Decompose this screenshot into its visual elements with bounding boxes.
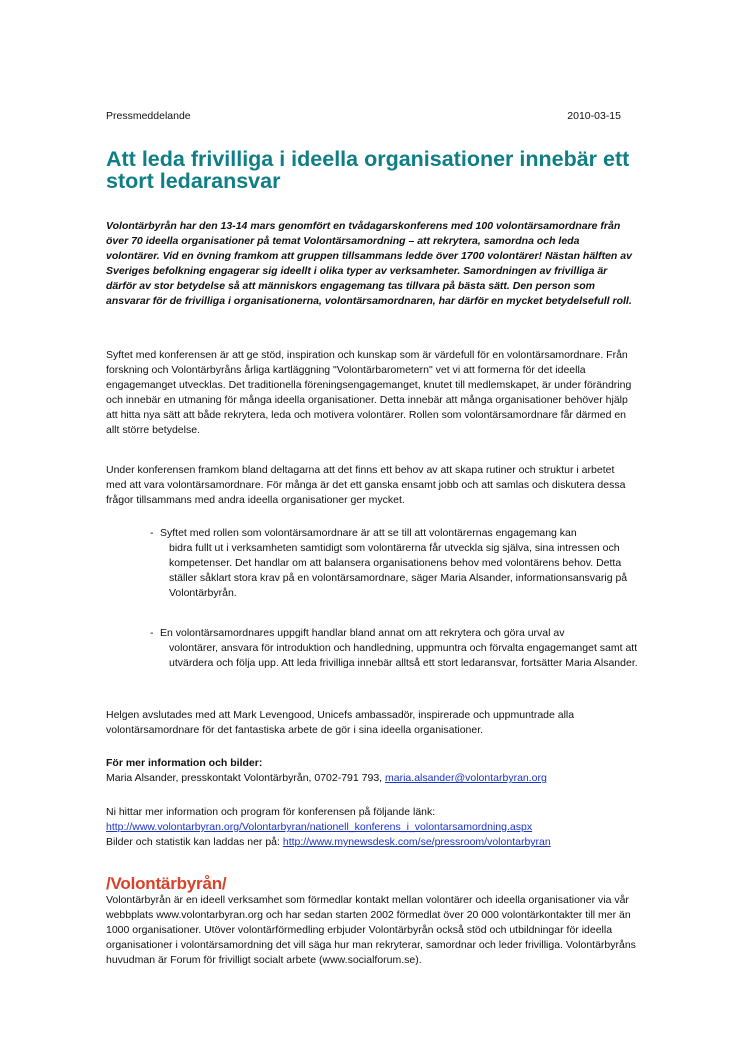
body-paragraph-1: Syftet med konferensen är att ge stöd, inspiration och kunskap som är värdefull för en volontärsamordnare. Från forskning och Volontärbyråns årliga kartläggning "Volontärbarometern" vet vi att formerna för det ideella engagemanget utvecklas. Det traditionella föreningsengagemanget, knutet till medlemskapet, är under förändring och innebär en utmaning för många ideella organisationer. Detta innebär att många organisationer behöver hjälp att hitta nya sätt att både rekrytera, leda och motivera volontärer. Rollen som volontärsamordnare får därmed en allt större betydelse.: [106, 349, 632, 436]
contact-text: Maria Alsander, presskontakt Volontärbyrån, 0702-791 793,: [106, 772, 386, 784]
contact-section: [106, 756, 636, 786]
bullet-1-text: bidra fullt ut i verksamheten samtidigt som volontärerna får utveckla sig själva, sina intressen och kompetenser. Det handlar om att balansera organisationens behov med volontärens behov. Detta ställer såklart stora krav på en volontärsamordnare, säger Maria Alsander, informationsansvarig på Volontärbyrån.: [169, 542, 628, 599]
pressroom-link[interactable]: http://www.mynewsdesk.com/se/pressroom/volontarbyran: [282, 836, 551, 848]
page-title: Att leda frivilliga i ideella organisationer innebär ett stort ledaransvar: [106, 147, 630, 193]
document-type-label: Pressmeddelande: [106, 110, 191, 122]
body-paragraph-3: Helgen avslutades med att Mark Levengood, Unicefs ambassadör, inspirerade och uppmuntrade alla volontärsamordnare för det fantastiska arbete de gör i sina ideella organisationer.: [106, 709, 575, 736]
bullet-2-first-line: En volontärsamordnares uppgift handlar bland annat om att rekrytera och göra urval av: [160, 627, 565, 639]
bullet-1-first-line: Syftet med rollen som volontärsamordnare är att se till att volontärernas engagemang kan: [160, 527, 577, 539]
release-date: 2010-03-15: [567, 110, 621, 122]
quote-bullet-1: [150, 526, 644, 601]
contact-heading: För mer information och bilder:: [106, 757, 263, 769]
images-text: Bilder och statistik kan laddas ner på:: [106, 836, 283, 848]
quote-bullet-2: [150, 626, 644, 671]
contact-email-link[interactable]: maria.alsander@volontarbyran.org: [385, 772, 547, 784]
bullet-dash: -: [150, 627, 154, 639]
body-paragraph-2: Under konferensen framkom bland deltagarna att det finns ett behov av att skapa rutiner och struktur i arbetet med att vara volontärsamordnare. För många är det ett ganska ensamt jobb och att samlas och diskutera dessa frågor tillsammans med andra ideella organisationer ger mycket.: [106, 464, 626, 506]
bullet-dash: -: [150, 527, 154, 539]
links-intro: Ni hittar mer information och program för konferensen på följande länk:: [106, 806, 436, 818]
links-section: [106, 805, 636, 850]
lead-paragraph: Volontärbyrån har den 13-14 mars genomfört en tvådagarskonferens med 100 volontärsamordnare från över 70 ideella organisationer på temat Volontärsamordning – att rekrytera, samordna och leda volontärer. Vid en övning framkom att gruppen tillsammans ledde över 1700 volontärer! Nästan hälften av Sveriges befolkning engagerar sig ideellt i olika typer av verksamheter. Samordningen av frivilliga är därför av stor betydelse så att människors engagemang tas tillvara på bästa sätt. Den person som ansvarar för de frivilliga i organisationerna, volontärsamordnaren, har därför en mycket betydelsefull roll.: [106, 220, 632, 307]
about-paragraph: Volontärbyrån är en ideell verksamhet som förmedlar kontakt mellan volontärer och ideella organisationer via vår webbplats www.volontarbyran.org och har sedan starten 2002 förmedlat över 20 000 volontärkontakter till mer än 1000 organisationer. Utöver volontärförmedling erbjuder Volontärbyrån också stöd och utbildningar för ideella organisationer i volontärsamordning det vill säga hur man rekryterar, samordnar och leder frivilliga. Volontärbyråns huvudman är Forum för frivilligt socialt arbete (www.socialforum.se).: [106, 894, 636, 966]
conference-link[interactable]: http://www.volontarbyran.org/Volontarbyran/nationell_konferens_i_volontarsamordning.aspx: [106, 821, 533, 833]
volontarbyran-logo: /Volontärbyrån/: [106, 874, 227, 893]
bullet-2-text: volontärer, ansvara för introduktion och handledning, uppmuntra och förvalta engagemanget samt att utvärdera och följa upp. Att leda frivilliga innebär alltså ett stort ledaransvar, fortsätter Maria Alsander.: [169, 642, 638, 669]
